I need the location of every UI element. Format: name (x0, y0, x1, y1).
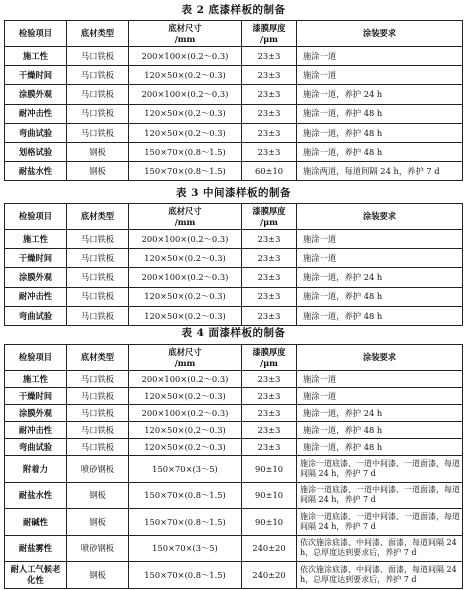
cell-size: 150×70×(0.8～1.5) (129, 482, 242, 509)
table-row (5, 439, 463, 456)
cell-item: 施工性 (5, 230, 67, 249)
cell-thickness: 90±10 (242, 456, 297, 483)
cell-item: 干燥时间 (5, 66, 67, 85)
table-header-row (5, 345, 463, 371)
table2-caption: 表 2 底漆样板的制备 (181, 4, 286, 16)
table-row (5, 230, 463, 249)
cell-material: 马口铁板 (67, 249, 129, 268)
cell-req: 施涂一道，养护 48 h (297, 306, 463, 325)
cell-material: 马口铁板 (67, 287, 129, 306)
cell-item: 附着力 (5, 456, 67, 483)
cell-item: 施工性 (5, 371, 67, 388)
table3 (4, 203, 463, 326)
cell-material: 马口铁板 (67, 47, 129, 66)
header-item: 检验项目 (5, 21, 67, 47)
cell-item: 施工性 (5, 47, 67, 66)
table-row (5, 85, 463, 104)
cell-item: 涂膜外观 (5, 85, 67, 104)
cell-size: 200×100×(0.2～0.3) (129, 85, 242, 104)
cell-size: 120×50×(0.2～0.3) (129, 388, 242, 405)
cell-thickness: 23±3 (242, 142, 297, 161)
cell-req: 施涂一道，养护 24 h (297, 268, 463, 287)
cell-item: 弯曲试验 (5, 306, 67, 325)
cell-size: 150×70×(3～5) (129, 535, 242, 562)
cell-req: 施涂一道 (297, 249, 463, 268)
cell-req: 施涂一道底漆、一道中间漆、一道面漆，每道间隔 24 h，养护 7 d (297, 482, 463, 509)
cell-thickness: 23±3 (242, 66, 297, 85)
cell-item: 弯曲试验 (5, 123, 67, 142)
header-item: 检验项目 (5, 204, 67, 230)
header-material: 底材类型 (67, 21, 129, 47)
cell-size: 120×50×(0.2～0.3) (129, 439, 242, 456)
cell-size: 120×50×(0.2～0.3) (129, 123, 242, 142)
table-row (5, 388, 463, 405)
header-thickness-unit: /μm (260, 33, 278, 44)
cell-item: 涂膜外观 (5, 405, 67, 422)
table-row (5, 306, 463, 325)
header-material: 底材类型 (67, 345, 129, 371)
table-row (5, 162, 463, 181)
header-thickness (242, 21, 297, 47)
cell-size: 200×100×(0.2～0.3) (129, 405, 242, 422)
cell-req: 施涂一道 (297, 66, 463, 85)
cell-size: 120×50×(0.2～0.3) (129, 287, 242, 306)
table-row (5, 47, 463, 66)
cell-size: 150×70×(0.8～1.5) (129, 562, 242, 589)
cell-size: 200×100×(0.2～0.3) (129, 371, 242, 388)
table-row (5, 287, 463, 306)
cell-thickness: 240±20 (242, 535, 297, 562)
cell-material: 钢板 (67, 482, 129, 509)
header-item: 检验项目 (5, 345, 67, 371)
table-row (5, 482, 463, 509)
header-thickness-label: 漆膜厚度 (252, 347, 286, 357)
cell-material: 喷砂钢板 (67, 456, 129, 483)
table-row (5, 66, 463, 85)
table-row (5, 509, 463, 536)
table-header-row (5, 21, 463, 47)
table3-caption: 表 3 中间漆样板的制备 (175, 187, 292, 199)
cell-thickness: 23±3 (242, 47, 297, 66)
cell-material: 马口铁板 (67, 230, 129, 249)
cell-size: 150×70×(0.8～1.5) (129, 142, 242, 161)
cell-req: 施涂一道，养护 48 h (297, 104, 463, 123)
cell-item: 耐冲击性 (5, 422, 67, 439)
cell-size: 120×50×(0.2～0.3) (129, 422, 242, 439)
cell-req: 依次施涂底漆、中间漆、面漆，每道间隔 24 h，总厚度达到要求后，养护 7 d (297, 562, 463, 589)
cell-item: 耐冲击性 (5, 104, 67, 123)
header-size-label: 底材尺寸 (168, 206, 202, 216)
header-thickness-unit: /μm (260, 357, 278, 368)
cell-size: 150×70×(3～5) (129, 456, 242, 483)
table4 (4, 344, 463, 589)
cell-item: 耐冲击性 (5, 287, 67, 306)
cell-thickness: 240±20 (242, 562, 297, 589)
header-thickness (242, 204, 297, 230)
cell-thickness: 23±3 (242, 405, 297, 422)
header-size-unit: /mm (174, 357, 196, 368)
cell-req: 施涂一道，养护 48 h (297, 287, 463, 306)
cell-thickness: 23±3 (242, 422, 297, 439)
header-req: 涂装要求 (297, 21, 463, 47)
table-row (5, 249, 463, 268)
table-row (5, 142, 463, 161)
cell-thickness: 23±3 (242, 85, 297, 104)
cell-thickness: 90±10 (242, 482, 297, 509)
cell-req: 依次施涂底漆、中间漆、面漆，每道间隔 24 h，总厚度达到要求后，养护 7 d (297, 535, 463, 562)
cell-thickness: 23±3 (242, 123, 297, 142)
cell-item: 耐盐水性 (5, 162, 67, 181)
header-size-unit: /mm (174, 33, 196, 44)
table-row (5, 268, 463, 287)
header-material: 底材类型 (67, 204, 129, 230)
table-row (5, 562, 463, 589)
table4-caption: 表 4 面漆样板的制备 (181, 327, 286, 339)
cell-material: 马口铁板 (67, 268, 129, 287)
cell-item: 耐碱性 (5, 509, 67, 536)
cell-material: 马口铁板 (67, 371, 129, 388)
cell-size: 120×50×(0.2～0.3) (129, 66, 242, 85)
cell-req: 施涂一道 (297, 388, 463, 405)
cell-size: 200×100×(0.2～0.3) (129, 230, 242, 249)
header-thickness-unit: /μm (260, 216, 278, 227)
cell-req: 施涂一道 (297, 371, 463, 388)
cell-req: 施涂一道，养护 48 h (297, 439, 463, 456)
cell-item: 干燥时间 (5, 249, 67, 268)
table-row (5, 456, 463, 483)
cell-material: 钢板 (67, 562, 129, 589)
table-header-row (5, 204, 463, 230)
cell-size: 200×100×(0.2～0.3) (129, 47, 242, 66)
header-req: 涂装要求 (297, 345, 463, 371)
cell-material: 马口铁板 (67, 85, 129, 104)
cell-thickness: 23±3 (242, 230, 297, 249)
cell-material: 马口铁板 (67, 439, 129, 456)
cell-item: 干燥时间 (5, 388, 67, 405)
cell-req: 施涂一道，养护 48 h (297, 422, 463, 439)
cell-item: 涂膜外观 (5, 268, 67, 287)
cell-item: 划格试验 (5, 142, 67, 161)
cell-thickness: 90±10 (242, 509, 297, 536)
cell-thickness: 23±3 (242, 371, 297, 388)
cell-thickness: 60±10 (242, 162, 297, 181)
header-size-label: 底材尺寸 (168, 347, 202, 357)
cell-req: 施涂一道，养护 24 h (297, 405, 463, 422)
table-row (5, 371, 463, 388)
cell-size: 120×50×(0.2～0.3) (129, 306, 242, 325)
cell-req: 施涂一道 (297, 47, 463, 66)
cell-material: 钢板 (67, 142, 129, 161)
cell-size: 200×100×(0.2～0.3) (129, 268, 242, 287)
cell-req: 施涂一道底漆、一道中间漆、一道面漆，每道间隔 24 h，养护 7 d (297, 456, 463, 483)
cell-material: 钢板 (67, 509, 129, 536)
cell-thickness: 23±3 (242, 306, 297, 325)
table-row (5, 123, 463, 142)
cell-material: 钢板 (67, 162, 129, 181)
header-size (129, 21, 242, 47)
cell-material: 马口铁板 (67, 306, 129, 325)
header-thickness-label: 漆膜厚度 (252, 23, 286, 33)
table-row (5, 405, 463, 422)
cell-req: 施涂一道 (297, 230, 463, 249)
cell-material: 马口铁板 (67, 66, 129, 85)
cell-material: 马口铁板 (67, 388, 129, 405)
cell-material: 马口铁板 (67, 123, 129, 142)
cell-item: 耐盐雾性 (5, 535, 67, 562)
cell-material: 马口铁板 (67, 422, 129, 439)
cell-size: 150×70×(0.8～1.5) (129, 162, 242, 181)
cell-thickness: 23±3 (242, 268, 297, 287)
cell-req: 施涂一道，养护 48 h (297, 123, 463, 142)
cell-size: 150×70×(0.8～1.5) (129, 509, 242, 536)
header-req: 涂装要求 (297, 204, 463, 230)
header-thickness (242, 345, 297, 371)
header-size-label: 底材尺寸 (168, 23, 202, 33)
cell-item: 耐盐水性 (5, 482, 67, 509)
cell-thickness: 23±3 (242, 287, 297, 306)
cell-thickness: 23±3 (242, 388, 297, 405)
cell-item: 弯曲试验 (5, 439, 67, 456)
cell-thickness: 23±3 (242, 249, 297, 268)
cell-material: 马口铁板 (67, 405, 129, 422)
cell-req: 施涂两道，每道间隔 24 h，养护 7 d (297, 162, 463, 181)
cell-material: 喷砂钢板 (67, 535, 129, 562)
cell-thickness: 23±3 (242, 439, 297, 456)
cell-req: 施涂一道底漆、一道中间漆、一道面漆，每道间隔 24 h，养护 7 d (297, 509, 463, 536)
cell-thickness: 23±3 (242, 104, 297, 123)
header-size (129, 204, 242, 230)
cell-material: 马口铁板 (67, 104, 129, 123)
cell-item: 耐人工气候老化性 (5, 562, 67, 589)
header-thickness-label: 漆膜厚度 (252, 206, 286, 216)
cell-size: 120×50×(0.2～0.3) (129, 249, 242, 268)
cell-req: 施涂一道，养护 48 h (297, 142, 463, 161)
table-row (5, 535, 463, 562)
cell-req: 施涂一道，养护 24 h (297, 85, 463, 104)
cell-size: 120×50×(0.2～0.3) (129, 104, 242, 123)
table-row (5, 104, 463, 123)
header-size (129, 345, 242, 371)
table-row (5, 422, 463, 439)
header-size-unit: /mm (174, 216, 196, 227)
table2 (4, 20, 463, 181)
